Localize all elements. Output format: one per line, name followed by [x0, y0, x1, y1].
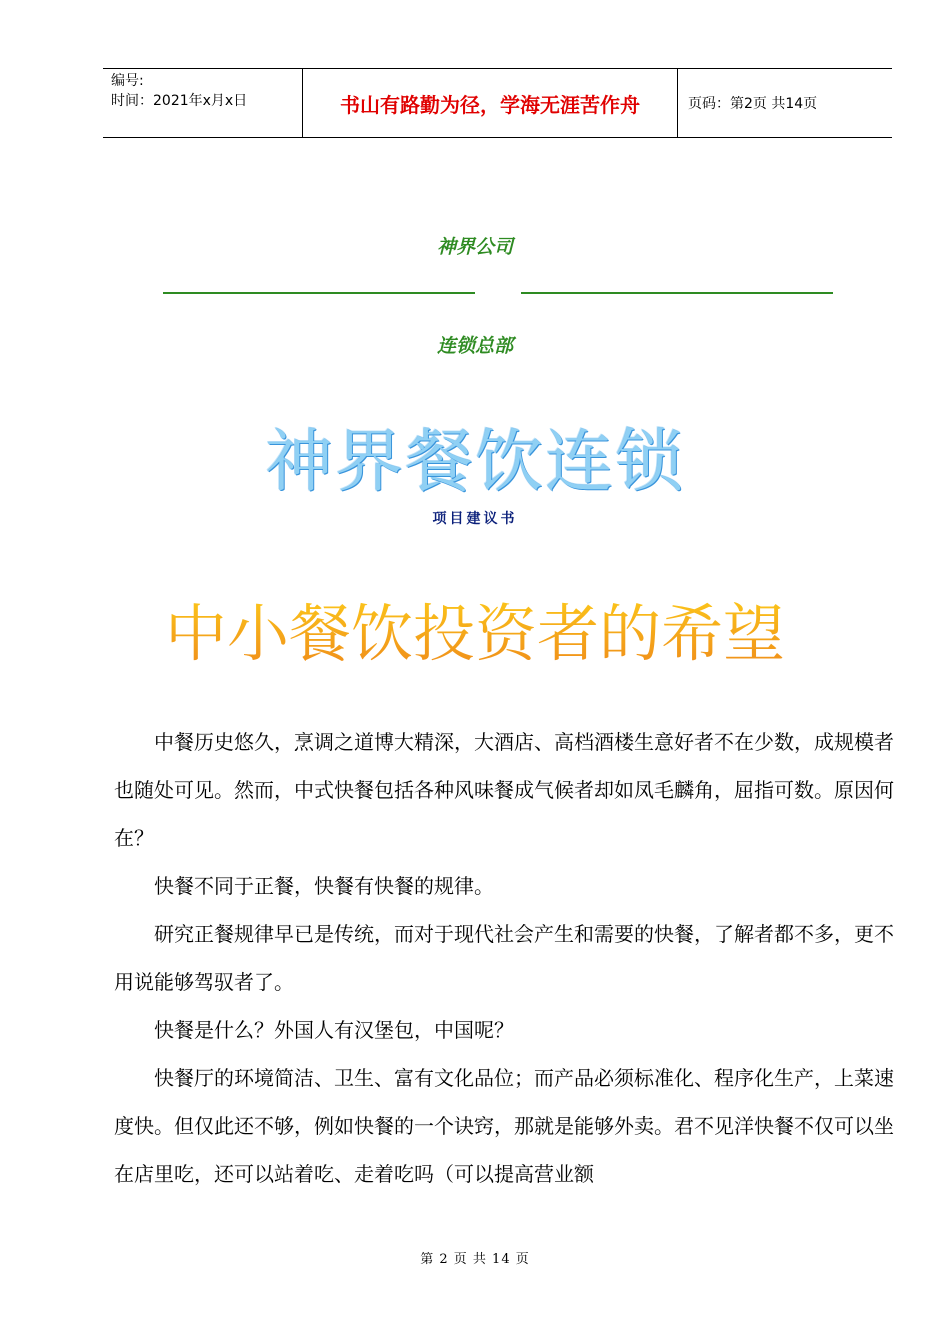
header-meta — [103, 69, 303, 137]
paragraph: 研究正餐规律早已是传统，而对于现代社会产生和需要的快餐，了解者都不多，更不用说能够驾驭者了。 — [114, 922, 894, 994]
company-name: 神界公司 — [436, 236, 513, 258]
paragraph: 快餐厅的环境简洁、卫生、富有文化品位；而产品必须标准化、程序化生产，上菜速度快。但仅此还不够，例如快餐的一个诀窍，那就是能够外卖。君不见洋快餐不仅可以坐在店里吃，还可以站着吃、走着吃吗（可以提高营业额 — [114, 1066, 894, 1186]
time-label: 时间：2021年x月x日 — [111, 93, 248, 109]
main-title: 神界餐饮连锁 — [264, 423, 685, 502]
header-motto: 书山有路勤为径，学海无涯苦作舟 — [303, 69, 678, 137]
company-dept: 连锁总部 — [436, 335, 513, 357]
page-footer: 第 2 页 共 14 页 — [420, 1252, 530, 1267]
subtitle: 项目建议书 — [432, 511, 518, 527]
signature-line-left — [163, 292, 475, 294]
number-label: 编号: — [111, 73, 144, 89]
slogan-title: 中小餐饮投资者的希望 — [0, 584, 950, 673]
body-text — [114, 718, 894, 1198]
header-page-info: 页码：第2页 共14页 — [688, 96, 818, 112]
paragraph: 快餐是什么？外国人有汉堡包，中国呢？ — [154, 1018, 514, 1042]
paragraph: 快餐不同于正餐，快餐有快餐的规律。 — [154, 874, 494, 898]
paragraph: 中餐历史悠久，烹调之道博大精深，大酒店、高档酒楼生意好者不在少数，成规模者也随处可见。然而，中式快餐包括各种风味餐成气候者却如凤毛麟角，屈指可数。原因何在？ — [114, 730, 894, 850]
signature-line-right — [521, 292, 833, 294]
page-header — [103, 68, 892, 138]
